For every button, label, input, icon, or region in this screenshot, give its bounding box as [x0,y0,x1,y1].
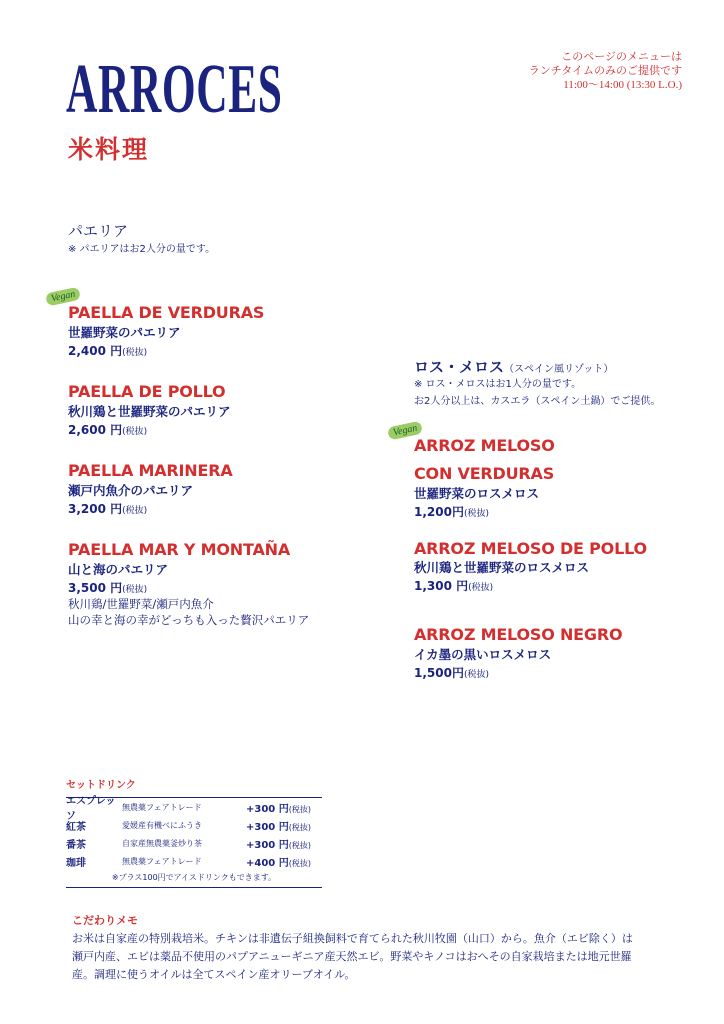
drink-name: 珈琲 [66,857,86,869]
dish-name: ARROZ MELOSO [414,436,555,455]
dish-price: 2,400 円(税抜) [68,344,148,358]
dish-extra: 山の幸と海の幸がどっちも入った贅沢パエリア [68,613,310,627]
dish-price: 3,200 円(税抜) [68,502,148,516]
drink-name: 番茶 [66,839,86,851]
dish-price: 2,600 円(税抜) [68,423,148,437]
drink-desc: 自家産無農薬釜炒り茶 [122,838,202,848]
dish-name: PAELLA DE POLLO [68,382,226,401]
drink-name: 紅茶 [66,821,86,833]
meloso-heading: ロス・メロス（スペイン風リゾット） [414,358,614,376]
dish-desc: 世羅野菜のパエリア [68,325,181,340]
lunch-note [529,50,682,92]
drink-row [66,852,322,870]
dish-desc: 秋川鶏と世羅野菜のパエリア [68,404,231,419]
dish-desc: 山と海のパエリア [68,562,169,577]
dish-desc: 瀬戸内魚介のパエリア [68,483,194,498]
memo-line: 産。調理に使うオイルは全てスペイン産オリーブオイル。 [72,968,356,981]
drink-price: +400 円(税抜) [246,857,311,869]
dish-name: ARROZ MELOSO NEGRO [414,625,623,644]
memo-section [72,912,672,984]
dish-name: ARROZ MELOSO DE POLLO [414,539,647,558]
meloso-note: お2人分以上は、カスエラ（スペイン土鍋）でご提供。 [414,396,661,407]
vegan-badge: Vegan [387,421,423,441]
page-subtitle: 米料理 [68,135,150,164]
drink-desc: 愛媛産有機べにふうき [122,820,202,830]
dish-price: 1,300 円(税抜) [414,579,494,593]
lunch-note-hours: 11:00〜14:00 (13:30 L.O.) [563,79,682,91]
dish-price: 3,500 円(税抜) [68,581,148,595]
dish-extra: 秋川鶏/世羅野菜/瀬戸内魚介 [68,597,214,611]
drink-row [66,796,322,822]
memo-line: お米は自家産の特別栽培米。チキンは非遺伝子組換飼料で育てられた秋川牧園（山口）から。魚介（エビ除く）は [72,932,633,945]
page-title: ARROCES [66,51,283,128]
drink-price: +300 円(税抜) [246,821,311,833]
memo-line: 瀬戸内産、エビは薬品不使用のパプアニューギニア産天然エビ。野菜やキノコはおへその自家栽培または地元世羅 [72,950,632,963]
lunch-note-line2: ランチタイムのみのご提供です [528,64,682,77]
set-drinks-box [66,776,322,888]
dish-name: CON VERDURAS [414,464,555,483]
dish-desc: イカ墨の黒いロスメロス [414,647,552,662]
drink-name: エスプレッソ [66,796,116,822]
drink-price: +300 円(税抜) [246,839,311,851]
drinks-note: ※プラス100円でアイスドリンクもできます。 [111,873,277,882]
drink-row [66,834,322,852]
dish-desc: 世羅野菜のロスメロス [414,486,540,501]
dish-desc: 秋川鶏と世羅野菜のロスメロス [414,560,590,575]
vegan-badge: Vegan [45,287,81,307]
dish-name: PAELLA MARINERA [68,461,233,480]
memo-text [72,930,672,984]
memo-title: こだわりメモ [72,914,138,927]
paella-heading: パエリア [68,222,129,240]
meloso-note: ※ ロス・メロスはお1人分の量です。 [414,379,582,390]
lunch-note-line1: このページのメニューは [561,50,682,63]
drinks-title: セットドリンク [66,780,136,791]
dish-price: 1,200円(税抜) [414,505,489,519]
paella-note: ※ パエリアはお2人分の量です。 [68,244,216,255]
drink-desc: 無農薬フェアトレード [122,856,202,866]
drink-desc: 無農薬フェアトレード [122,802,202,812]
dish-price: 1,500円(税抜) [414,666,489,680]
drinks-divider [66,887,322,888]
drink-row [66,816,322,834]
drink-price: +300 円(税抜) [246,803,311,815]
dish-name: PAELLA MAR Y MONTAÑA [68,540,291,559]
dish-name: PAELLA DE VERDURAS [68,303,265,322]
